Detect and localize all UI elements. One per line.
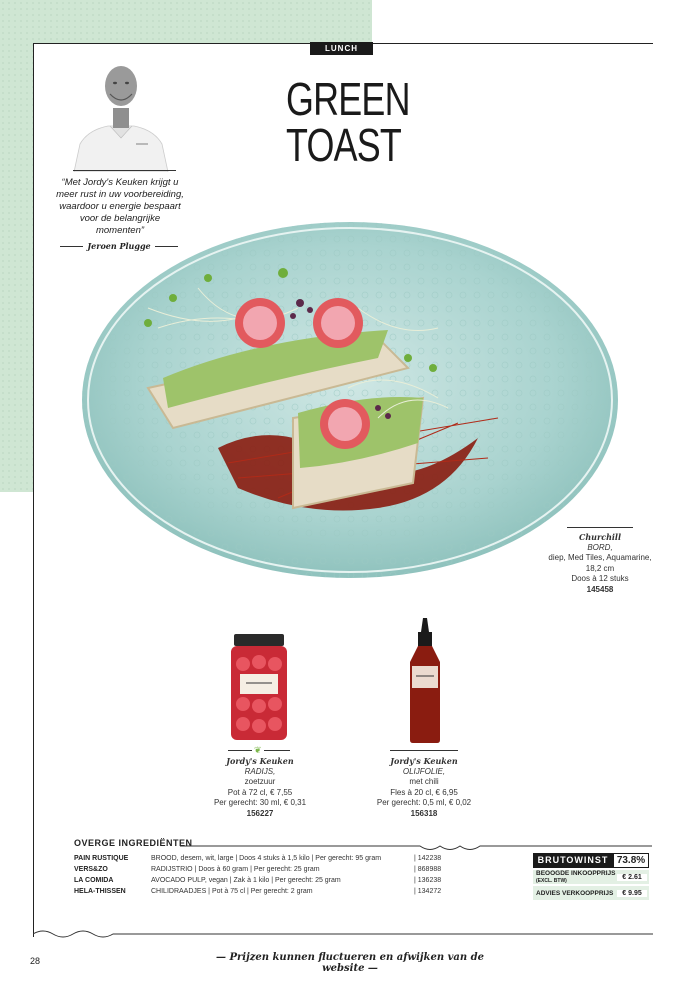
table-row: VERS&ZO RADIJSTRIO | Doos à 60 gram | Per gerecht: 25 gram | 868988: [74, 866, 442, 873]
chef-divider: [73, 170, 176, 171]
title-line-2: TOAST: [286, 119, 402, 171]
table-row: LA COMIDA AVOCADO PULP, vegan | Zak à 1 kilo | Per gerecht: 25 gram | 136238: [74, 877, 442, 884]
chef-quote: “Met Jordy's Keuken krijgt u meer rust in uw voorbereiding, waardoor u energie bespaart voor de belangrijke momenten”: [56, 177, 184, 236]
verkoopprijs-row: ADVIES VERKOOPPRIJS € 9.95: [533, 886, 649, 900]
title-line-1: GREEN: [286, 73, 410, 125]
section-tab: LUNCH: [310, 42, 373, 55]
chef-signature: Jeroen Plugge: [87, 241, 151, 251]
radish-jar-image: [228, 634, 290, 742]
ingredients-heading: OVERGE INGREDIËNTEN: [74, 838, 193, 848]
brutowinst-value: 73.8%: [613, 853, 649, 868]
product-olijfolie-caption: Jordy's Keuken OLIJFOLIE, met chili Fles à 20 cl, € 6,95 Per gerecht: 0,5 ml, € 0,02 156318: [376, 756, 472, 818]
plate-caption: Churchill BORD, diep, Med Tiles, Aquamarine, 18,2 cm Doos à 12 stuks 145458: [548, 532, 652, 594]
brutowinst-label: BRUTOWINST: [533, 853, 613, 868]
plate-image: [78, 218, 623, 583]
leaf-icon: ❦: [254, 745, 262, 755]
page-number: 28: [30, 956, 41, 966]
bottom-divider: [33, 928, 653, 940]
table-row: HELA-THISSEN CHILIDRAADJES | Pot à 75 cl | Per gerecht: 2 gram | 134272: [74, 888, 442, 895]
chef-portrait: [66, 56, 176, 172]
table-row: PAIN RUSTIQUE BROOD, desem, wit, large | Doos 4 stuks à 1,5 kilo | Per gerecht: 95 gram | 142238: [74, 855, 442, 862]
page-title: [286, 73, 410, 171]
oil-bottle-image: [406, 618, 444, 743]
ingredients-table: [74, 853, 441, 897]
inkoopprijs-row: BEOOGDE INKOOPPRIJS (EXCL. BTW) € 2.61: [533, 870, 649, 884]
product-radijs-caption: Jordy's Keuken RADIJS, zoetzuur Pot à 72 cl, € 7,55 Per gerecht: 30 ml, € 0,31 156227: [213, 756, 307, 818]
footer-note: — Prijzen kunnen fluctueren en afwijken van de website —: [216, 952, 484, 974]
brutowinst-box: [533, 853, 649, 900]
